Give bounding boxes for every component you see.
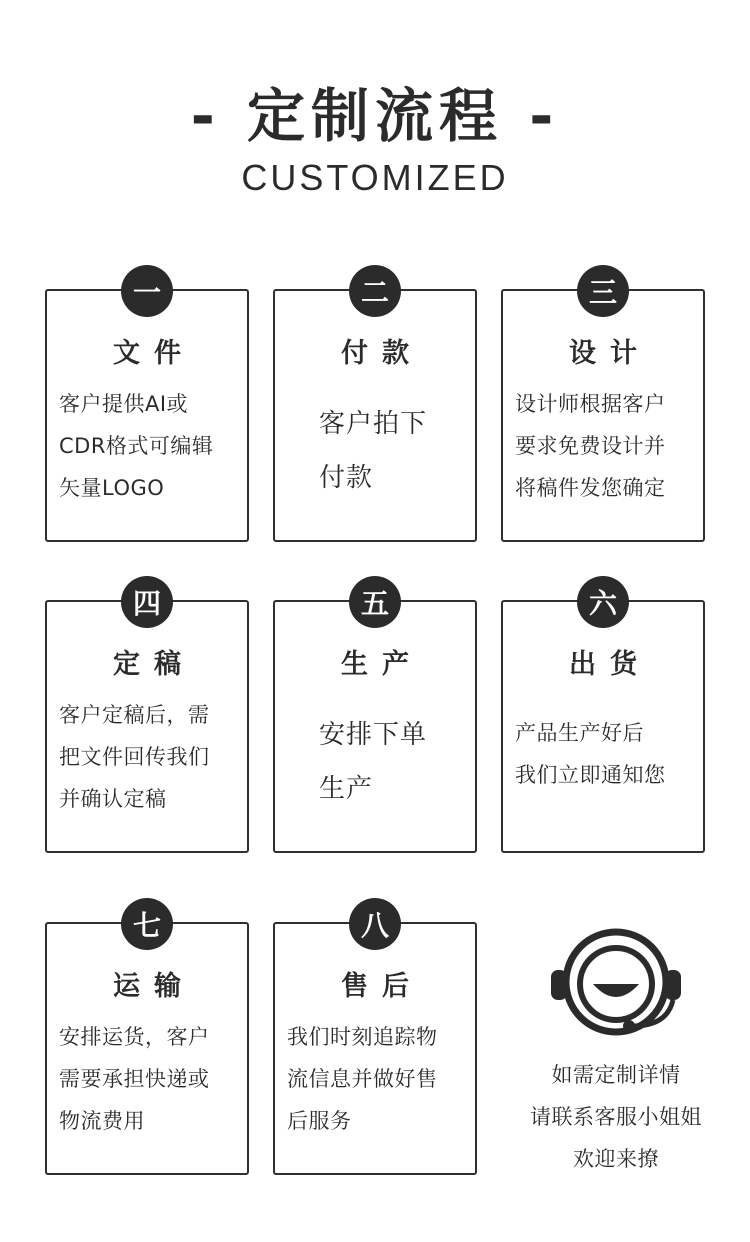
- step-description: 产品生产好后 我们立即通知您: [515, 721, 666, 787]
- step-number-badge: 六: [577, 576, 629, 628]
- step-card-payment: [273, 276, 477, 542]
- step-description: 安排下单 生产: [319, 720, 428, 804]
- step-description: 客户拍下 付款: [319, 409, 428, 493]
- step-number-badge: 五: [349, 576, 401, 628]
- step-description: 客户定稿后，需 把文件回传我们 并确认定稿: [59, 703, 210, 811]
- step-card-production: [273, 587, 477, 853]
- step-title: 文件: [113, 338, 195, 369]
- step-description: 安排运货，客户 需要承担快递或 物流费用: [59, 1025, 210, 1133]
- step-description: 我们时刻追踪物 流信息并做好售 后服务: [287, 1025, 438, 1133]
- step-description: 客户提供AI或 CDR格式可编辑 矢量LOGO: [59, 392, 214, 500]
- step-card-transport: [45, 909, 249, 1175]
- step-card-after-sales: [273, 909, 477, 1175]
- page-subtitle: CUSTOMIZED: [241, 157, 509, 198]
- step-number-badge: 八: [349, 898, 401, 950]
- step-number-badge: 一: [121, 265, 173, 317]
- customer-service-headset-icon: [549, 926, 683, 1038]
- step-title: 出货: [569, 649, 651, 680]
- page-title: - 定制流程 -: [190, 82, 560, 150]
- step-description: 设计师根据客户 要求免费设计并 将稿件发您确定: [515, 392, 666, 500]
- step-title: 设计: [569, 338, 651, 369]
- step-title: 付款: [341, 338, 423, 369]
- step-card-design: [501, 276, 705, 542]
- step-card-shipping: [501, 587, 705, 853]
- step-title: 运输: [113, 971, 195, 1002]
- step-card-file: [45, 276, 249, 542]
- step-card-finalize: [45, 587, 249, 853]
- step-number-badge: 七: [121, 898, 173, 950]
- step-number-badge: 四: [121, 576, 173, 628]
- contact-service: [503, 926, 729, 1176]
- step-title: 生产: [341, 649, 423, 680]
- step-title: 定稿: [113, 649, 195, 680]
- step-number-badge: 二: [349, 265, 401, 317]
- step-title: 售后: [341, 971, 423, 1002]
- step-number-badge: 三: [577, 265, 629, 317]
- contact-text: 如需定制详情 请联系客服小姐姐 欢迎来撩: [530, 1063, 702, 1171]
